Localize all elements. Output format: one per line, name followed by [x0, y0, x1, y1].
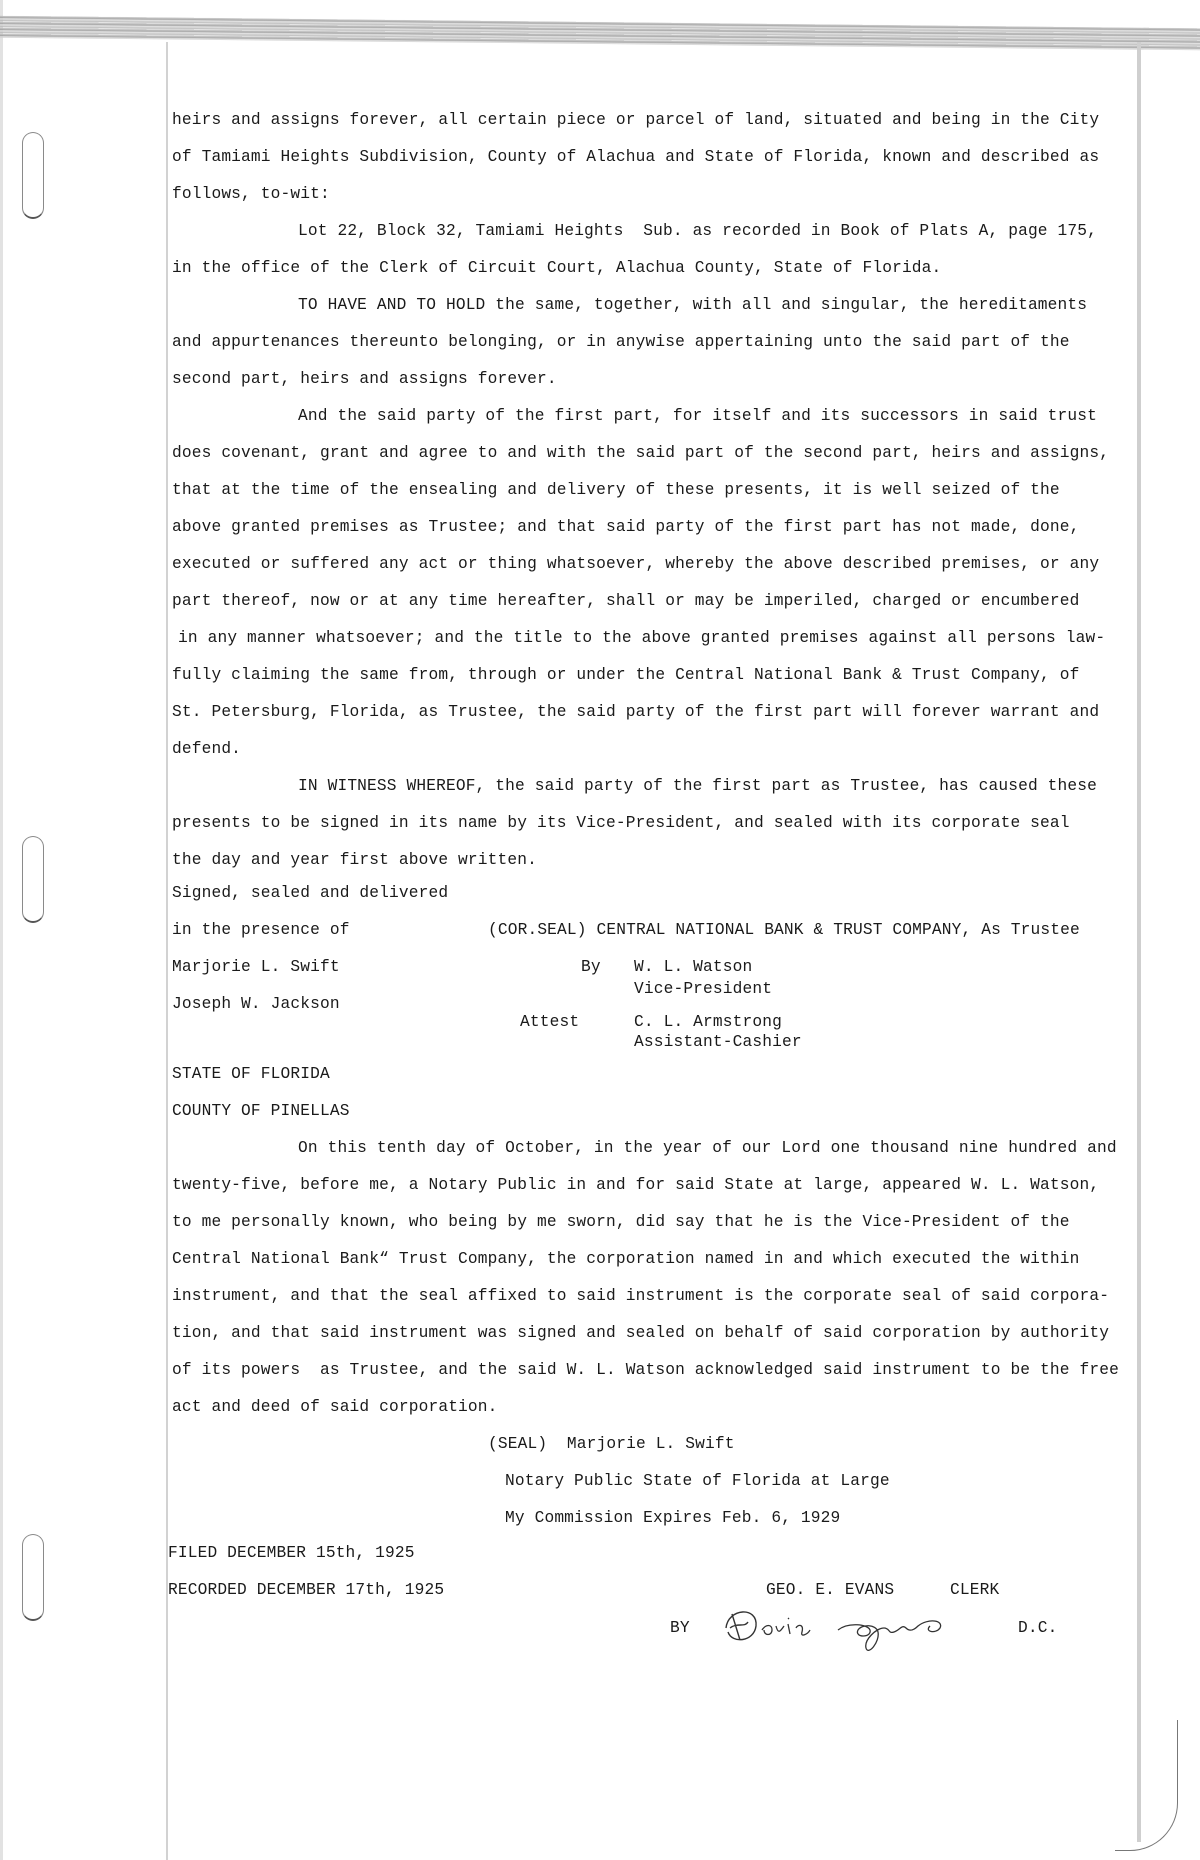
witness-line: Marjorie L. Swift — [172, 958, 340, 976]
body-text-line: follows, to-wit: — [172, 185, 330, 203]
body-text-line: above granted premises as Trustee; and that said party of the first part has not made, done, — [172, 518, 1080, 536]
recording-line: GEO. E. EVANS — [766, 1581, 895, 1599]
recording-line: FILED DECEMBER 15th, 1925 — [168, 1544, 415, 1562]
page-corner-curve — [1115, 1720, 1178, 1851]
signatory-line: Assistant-Cashier — [634, 1033, 802, 1051]
signatory-line: C. L. Armstrong — [634, 1013, 782, 1031]
body-text-line: TO HAVE AND TO HOLD the same, together, with all and singular, the hereditaments — [298, 296, 1088, 314]
notary-line: Notary Public State of Florida at Large — [505, 1472, 890, 1490]
notary-line: My Commission Expires Feb. 6, 1929 — [505, 1509, 841, 1527]
body-text-line: the day and year first above written. — [172, 851, 537, 869]
body-text-line: IN WITNESS WHEREOF, the said party of the first part as Trustee, has caused these — [298, 777, 1097, 795]
witness-line: Signed, sealed and delivered — [172, 884, 449, 902]
body-text-line: heirs and assigns forever, all certain piece or parcel of land, situated and being in the City — [172, 111, 1100, 129]
recording-line: RECORDED DECEMBER 17th, 1925 — [168, 1581, 445, 1599]
acknowledgment-line: Central National Bank“ Trust Company, the corporation named in and which executed the within — [172, 1250, 1080, 1268]
notary-line: (SEAL) Marjorie L. Swift — [488, 1435, 735, 1453]
signatory-line: By — [581, 958, 601, 976]
binder-ring-hole-icon — [22, 836, 44, 923]
acknowledgment-line: instrument, and that the seal affixed to said instrument is the corporate seal of said corpora- — [172, 1287, 1110, 1305]
binder-ring-hole-icon — [22, 132, 44, 219]
body-text-line: presents to be signed in its name by its Vice-President, and sealed with its corporate seal — [172, 814, 1070, 832]
scan-artifact-band — [0, 16, 1200, 51]
body-text-line: part thereof, now or at any time hereafter, shall or may be imperiled, charged or encumbered — [172, 592, 1080, 610]
acknowledgment-line: tion, and that said instrument was signed and sealed on behalf of said corporation by authority — [172, 1324, 1110, 1342]
body-text-line: and appurtenances thereunto belonging, or in anywise appertaining unto the said part of the — [172, 333, 1070, 351]
scan-left-edge — [0, 0, 3, 1860]
body-text-line: in the office of the Clerk of Circuit Court, Alachua County, State of Florida. — [172, 259, 942, 277]
recording-line: D.C. — [1018, 1619, 1058, 1637]
signatory-line: Vice-President — [634, 980, 773, 998]
body-text-line: executed or suffered any act or thing whatsoever, whereby the above described premises, or any — [172, 555, 1100, 573]
body-text-line: does covenant, grant and agree to and with the said part of the second part, heirs and assigns, — [172, 444, 1110, 462]
body-text-line: fully claiming the same from, through or under the Central National Bank & Trust Company, of — [172, 666, 1080, 684]
signature-icon — [718, 1598, 998, 1658]
recording-line: BY — [670, 1619, 690, 1637]
signatory-line: (COR.SEAL) CENTRAL NATIONAL BANK & TRUST COMPANY, As Trustee — [488, 921, 1080, 939]
body-text-line: in any manner whatsoever; and the title to the above granted premises against all persons law- — [178, 629, 1106, 647]
witness-line: in the presence of — [172, 921, 350, 939]
right-margin-rule — [1137, 42, 1141, 1842]
recording-line: CLERK — [950, 1581, 1000, 1599]
handwritten-signature — [718, 1598, 998, 1663]
acknowledgment-line: twenty-five, before me, a Notary Public in and for said State at large, appeared W. L. Watson, — [172, 1176, 1100, 1194]
acknowledgment-line: COUNTY OF PINELLAS — [172, 1102, 350, 1120]
body-text-line: defend. — [172, 740, 242, 758]
body-text-line: second part, heirs and assigns forever. — [172, 370, 557, 388]
acknowledgment-line: act and deed of said corporation. — [172, 1398, 498, 1416]
witness-line: Joseph W. Jackson — [172, 995, 340, 1013]
body-text-line: that at the time of the ensealing and delivery of these presents, it is well seized of the — [172, 481, 1060, 499]
acknowledgment-line: STATE OF FLORIDA — [172, 1065, 330, 1083]
acknowledgment-line: to me personally known, who being by me sworn, did say that he is the Vice-President of the — [172, 1213, 1070, 1231]
acknowledgment-line: On this tenth day of October, in the year of our Lord one thousand nine hundred and — [298, 1139, 1117, 1157]
body-text-line: St. Petersburg, Florida, as Trustee, the said party of the first part will forever warrant and — [172, 703, 1100, 721]
body-text-line: of Tamiami Heights Subdivision, County of Alachua and State of Florida, known and described as — [172, 148, 1100, 166]
signatory-line: Attest — [520, 1013, 580, 1031]
acknowledgment-line: of its powers as Trustee, and the said W. L. Watson acknowledged said instrument to be the free — [172, 1361, 1119, 1379]
signatory-line: W. L. Watson — [634, 958, 753, 976]
body-text-line: And the said party of the first part, for itself and its successors in said trust — [298, 407, 1097, 425]
body-text-line: Lot 22, Block 32, Tamiami Heights Sub. as recorded in Book of Plats A, page 175, — [298, 222, 1097, 240]
binder-ring-hole-icon — [22, 1534, 44, 1621]
